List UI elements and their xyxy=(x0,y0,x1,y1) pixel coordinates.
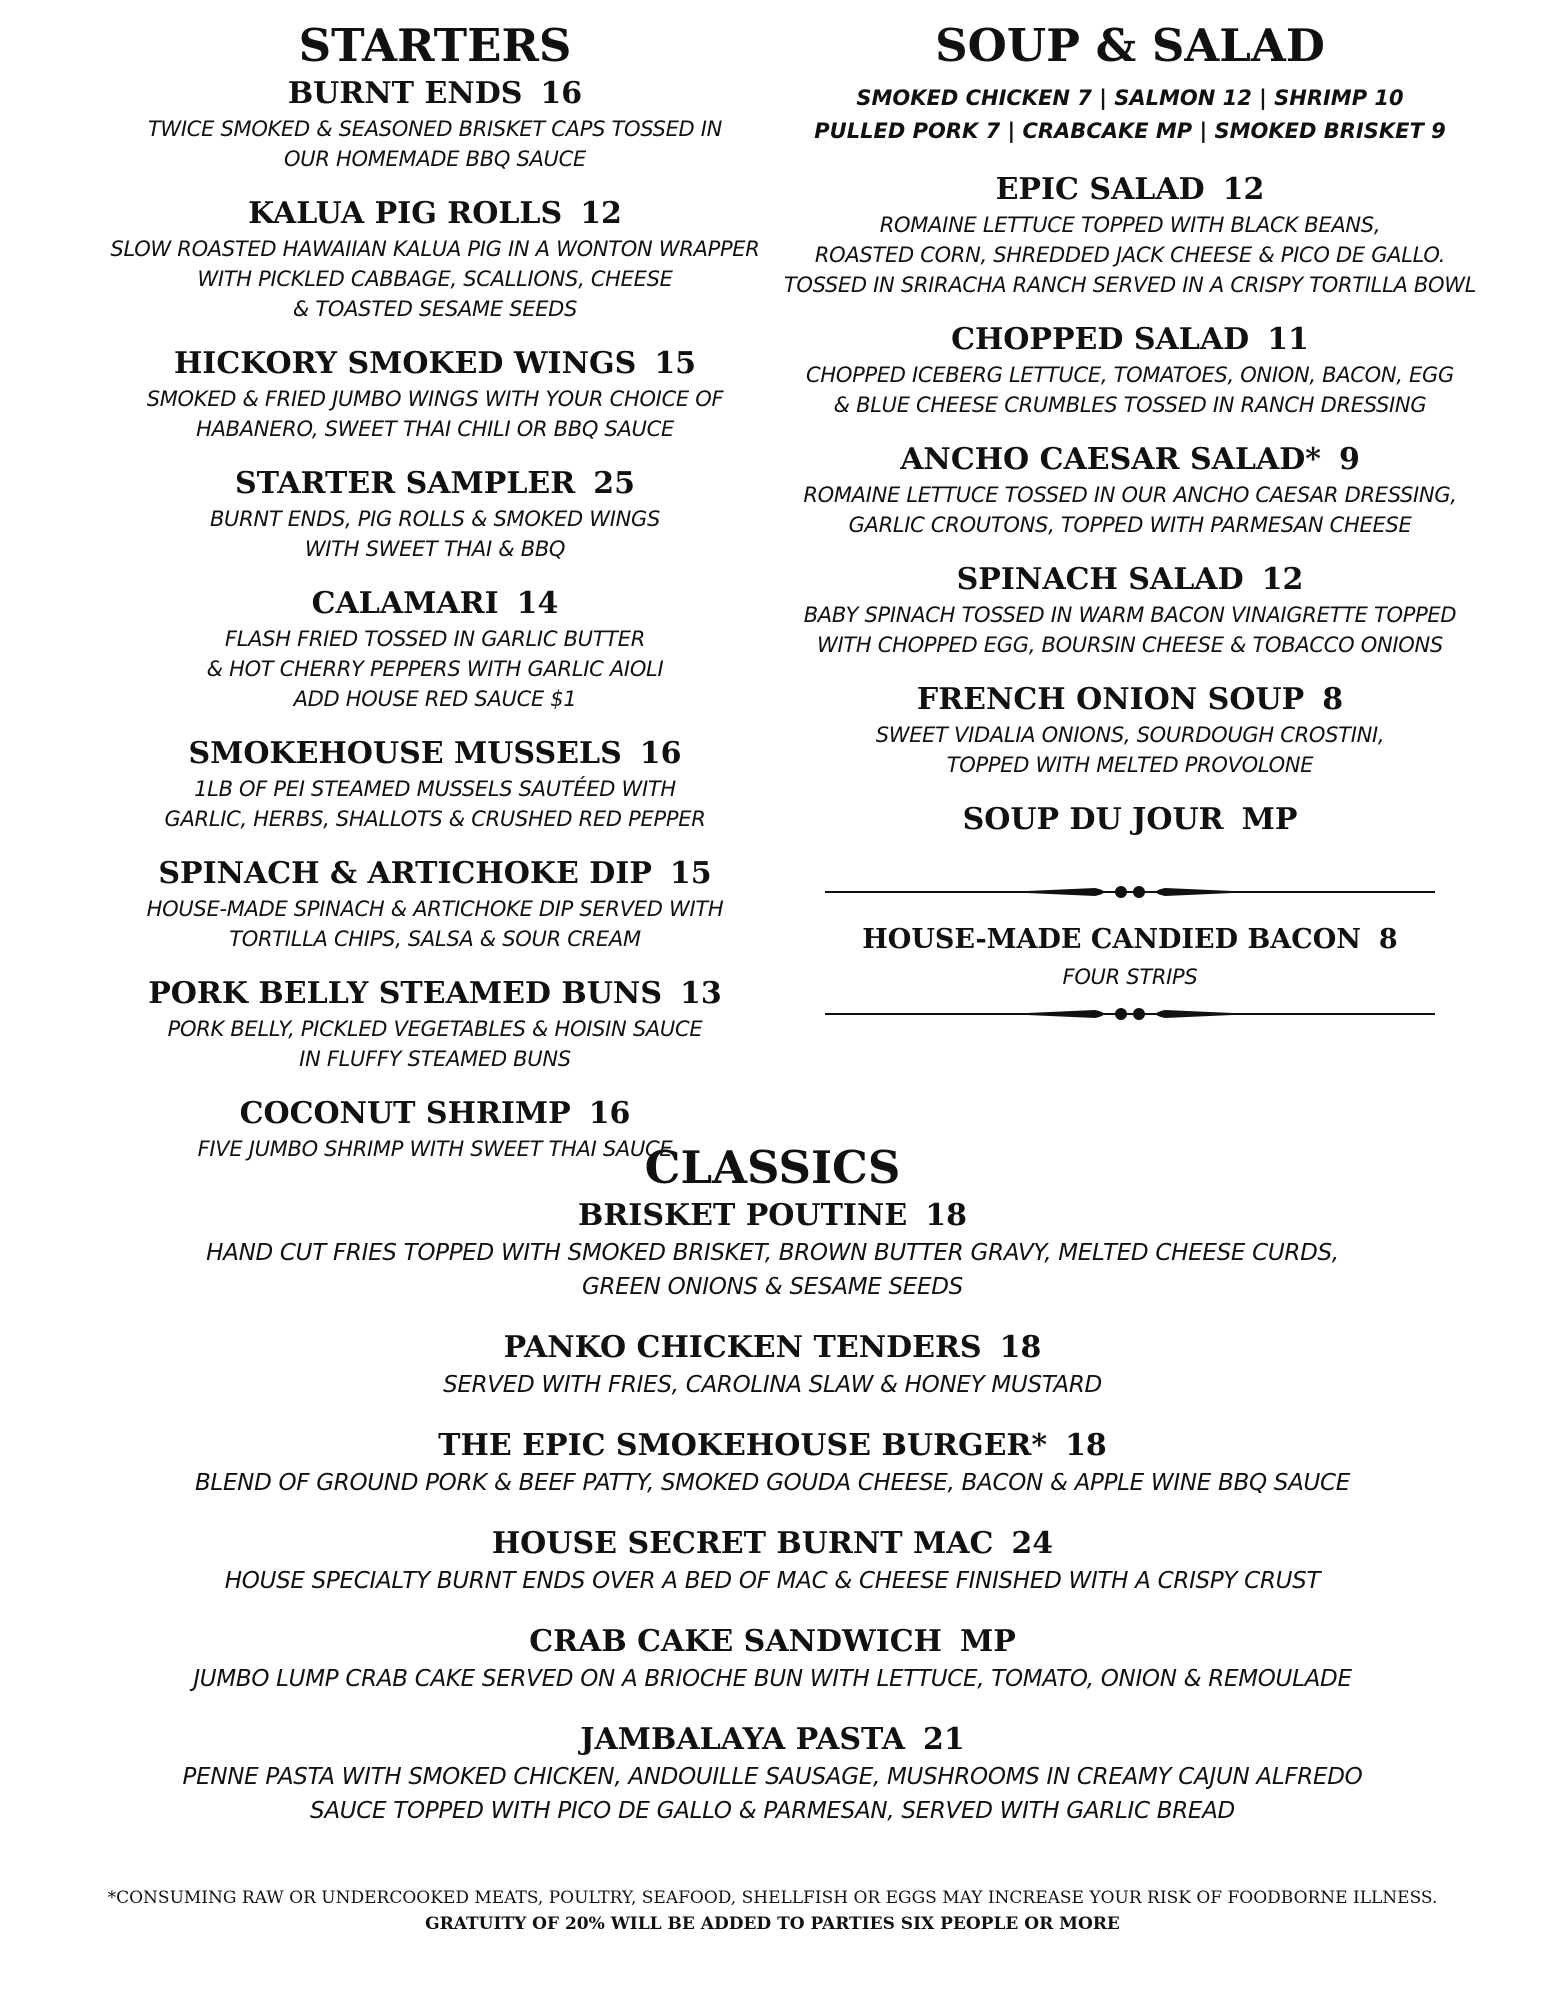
menu-item-name: PORK BELLY STEAMED BUNS xyxy=(148,976,662,1011)
bacon-item xyxy=(770,920,1490,992)
menu-item-description: ADD HOUSE RED SAUCE $1 xyxy=(293,687,577,711)
menu-item-heading xyxy=(90,194,780,234)
menu-item-heading xyxy=(40,1720,1505,1760)
bacon-price: 8 xyxy=(1378,924,1398,955)
menu-item-price: 18 xyxy=(1065,1428,1107,1463)
menu-item-description: HABANERO, SWEET THAI CHILI OR BBQ SAUCE xyxy=(196,417,674,441)
menu-item-heading xyxy=(90,344,780,384)
menu-item-description: SAUCE TOPPED WITH PICO DE GALLO & PARMESAN, SERVED WITH GARLIC BREAD xyxy=(310,1798,1235,1824)
menu-item-price: 18 xyxy=(999,1330,1042,1365)
menu-item-description: PENNE PASTA WITH SMOKED CHICKEN, ANDOUILLE SAUSAGE, MUSHROOMS IN CREAMY CAJUN ALFREDO xyxy=(182,1764,1363,1790)
menu-item-description: GREEN ONIONS & SESAME SEEDS xyxy=(582,1274,963,1300)
menu-item-description: HOUSE-MADE SPINACH & ARTICHOKE DIP SERVED WITH xyxy=(146,897,724,921)
menu-item-name: COCONUT SHRIMP xyxy=(239,1096,571,1131)
menu-item-calamari xyxy=(90,584,780,714)
menu-item-name: HOUSE SECRET BURNT MAC xyxy=(491,1526,994,1561)
menu-item-name: JAMBALAYA PASTA xyxy=(580,1722,905,1757)
menu-item-name: BURNT ENDS xyxy=(287,76,523,111)
menu-item-price: MP xyxy=(1241,802,1298,837)
menu-item-price: 16 xyxy=(540,76,583,111)
menu-item-price: 8 xyxy=(1322,682,1344,717)
menu-item-name: SPINACH SALAD xyxy=(956,562,1244,597)
addons-line-2: PULLED PORK 7 | CRABCAKE MP | SMOKED BRISKET 9 xyxy=(814,119,1446,143)
menu-item-name: CALAMARI xyxy=(311,586,499,621)
menu-item-heading xyxy=(40,1328,1505,1368)
menu-item-spinach-salad xyxy=(770,560,1490,660)
starters-list xyxy=(90,74,780,1164)
menu-item-description: ROMAINE LETTUCE TOPPED WITH BLACK BEANS, xyxy=(879,213,1381,237)
menu-item-ancho-caesar-salad xyxy=(770,440,1490,540)
classics-list xyxy=(40,1196,1505,1828)
bacon-desc: FOUR STRIPS xyxy=(1062,965,1198,989)
menu-item-price: 25 xyxy=(593,466,635,501)
menu-item-name: ANCHO CAESAR SALAD* xyxy=(900,442,1321,477)
menu-item-name: THE EPIC SMOKEHOUSE BURGER* xyxy=(438,1428,1048,1463)
menu-item-description: FLASH FRIED TOSSED IN GARLIC BUTTER xyxy=(224,627,646,651)
menu-item-description: WITH SWEET THAI & BBQ xyxy=(304,537,566,561)
menu-item-description: BURNT ENDS, PIG ROLLS & SMOKED WINGS xyxy=(209,507,661,531)
menu-item-description: SMOKED & FRIED JUMBO WINGS WITH YOUR CHOICE OF xyxy=(146,387,724,411)
ornamental-divider-icon xyxy=(825,1004,1435,1024)
menu-item-name: CHOPPED SALAD xyxy=(951,322,1250,357)
menu-item-heading xyxy=(770,560,1490,600)
bacon-name-text: HOUSE-MADE CANDIED BACON xyxy=(862,924,1361,955)
menu-item-description: PORK BELLY, PICKLED VEGETABLES & HOISIN SAUCE xyxy=(167,1017,703,1041)
menu-item-price: 15 xyxy=(654,346,697,381)
menu-item-description: SERVED WITH FRIES, CAROLINA SLAW & HONEY MUSTARD xyxy=(443,1372,1102,1398)
menu-item-name: SOUP DU JOUR xyxy=(962,802,1224,837)
menu-item-price: 11 xyxy=(1267,322,1309,357)
menu-item-heading xyxy=(90,464,780,504)
menu-item-chopped-salad xyxy=(770,320,1490,420)
menu-item-description: GARLIC CROUTONS, TOPPED WITH PARMESAN CHEESE xyxy=(848,513,1412,537)
menu-item-burnt-ends xyxy=(90,74,780,174)
menu-item-price: 12 xyxy=(580,196,622,231)
menu-item-description: ROASTED CORN, SHREDDED JACK CHEESE & PICO DE GALLO. xyxy=(814,243,1446,267)
menu-item-description: 1LB OF PEI STEAMED MUSSELS SAUTÉED WITH xyxy=(194,777,676,801)
classics-title: CLASSICS xyxy=(644,1141,901,1194)
menu-item-heading xyxy=(770,680,1490,720)
menu-item-name: HICKORY SMOKED WINGS xyxy=(173,346,637,381)
salad-addons xyxy=(770,82,1490,148)
menu-item-the-epic-smokehouse-burger xyxy=(40,1426,1505,1500)
menu-item-name: SMOKEHOUSE MUSSELS xyxy=(188,736,622,771)
menu-item-description: FIVE JUMBO SHRIMP WITH SWEET THAI SAUCE xyxy=(197,1137,673,1161)
menu-item-price: 14 xyxy=(516,586,559,621)
menu-item-name: CRAB CAKE SANDWICH xyxy=(529,1624,942,1659)
menu-item-french-onion-soup xyxy=(770,680,1490,780)
menu-item-description: SWEET VIDALIA ONIONS, SOURDOUGH CROSTINI, xyxy=(875,723,1385,747)
menu-item-heading xyxy=(770,320,1490,360)
menu-item-price: 16 xyxy=(639,736,682,771)
menu-item-spinach-artichoke-dip xyxy=(90,854,780,954)
menu-item-epic-salad xyxy=(770,170,1490,300)
addons-line-1: SMOKED CHICKEN 7 | SALMON 12 | SHRIMP 10 xyxy=(856,86,1404,110)
menu-item-description: & HOT CHERRY PEPPERS WITH GARLIC AIOLI xyxy=(206,657,664,681)
menu-item-description: WITH PICKLED CABBAGE, SCALLIONS, CHEESE xyxy=(197,267,673,291)
menu-item-heading xyxy=(90,854,780,894)
menu-item-panko-chicken-tenders xyxy=(40,1328,1505,1402)
menu-item-description: JUMBO LUMP CRAB CAKE SERVED ON A BRIOCHE BUN WITH LETTUCE, TOMATO, ONION & REMOULADE xyxy=(193,1666,1352,1692)
menu-item-price: 21 xyxy=(922,1722,965,1757)
menu-item-hickory-smoked-wings xyxy=(90,344,780,444)
menu-item-name: PANKO CHICKEN TENDERS xyxy=(503,1330,982,1365)
menu-item-description: BABY SPINACH TOSSED IN WARM BACON VINAIGRETTE TOPPED xyxy=(803,603,1457,627)
menu-item-heading xyxy=(40,1426,1505,1466)
ornamental-divider-icon xyxy=(825,882,1435,902)
bacon-feature xyxy=(770,882,1490,1024)
menu-item-name: SPINACH & ARTICHOKE DIP xyxy=(158,856,652,891)
menu-item-heading xyxy=(40,1524,1505,1564)
menu-item-description: HOUSE SPECIALTY BURNT ENDS OVER A BED OF MAC & CHEESE FINISHED WITH A CRISPY CRUST xyxy=(224,1568,1321,1594)
menu-item-price: 24 xyxy=(1011,1526,1054,1561)
menu-item-description: & BLUE CHEESE CRUMBLES TOSSED IN RANCH DRESSING xyxy=(833,393,1427,417)
menu-item-description: IN FLUFFY STEAMED BUNS xyxy=(299,1047,571,1071)
menu-item-price: 12 xyxy=(1222,172,1265,207)
menu-item-price: 18 xyxy=(925,1198,967,1233)
menu-item-starter-sampler xyxy=(90,464,780,564)
menu-item-soup-du-jour xyxy=(770,800,1490,840)
menu-item-heading xyxy=(90,584,780,624)
footer-line-2: GRATUITY OF 20% WILL BE ADDED TO PARTIES SIX PEOPLE OR MORE xyxy=(425,1914,1120,1934)
menu-item-brisket-poutine xyxy=(40,1196,1505,1304)
menu-item-name: FRENCH ONION SOUP xyxy=(916,682,1305,717)
menu-item-price: 9 xyxy=(1338,442,1360,477)
soup-salad-section xyxy=(770,18,1490,1024)
menu-item-description: WITH CHOPPED EGG, BOURSIN CHEESE & TOBACCO ONIONS xyxy=(817,633,1443,657)
menu-item-name: STARTER SAMPLER xyxy=(235,466,576,501)
menu-item-price: 15 xyxy=(669,856,712,891)
menu-item-heading xyxy=(770,800,1490,840)
menu-item-heading xyxy=(90,974,780,1014)
starters-section xyxy=(90,18,780,1184)
classics-section xyxy=(40,1140,1505,1852)
menu-item-name: KALUA PIG ROLLS xyxy=(248,196,563,231)
footer-line-1: *CONSUMING RAW OR UNDERCOOKED MEATS, POULTRY, SEAFOOD, SHELLFISH OR EGGS MAY INCREASE YOUR RISK OF FOODBORNE ILLNESS. xyxy=(107,1888,1438,1908)
menu-item-description: GARLIC, HERBS, SHALLOTS & CRUSHED RED PEPPER xyxy=(164,807,706,831)
menu-item-price: MP xyxy=(959,1624,1016,1659)
soup-salad-list xyxy=(770,170,1490,840)
menu-item-price: 13 xyxy=(680,976,722,1011)
menu-item-heading xyxy=(40,1196,1505,1236)
menu-item-price: 12 xyxy=(1261,562,1304,597)
menu-item-heading xyxy=(770,440,1490,480)
menu-item-price: 16 xyxy=(588,1096,631,1131)
starters-title: STARTERS xyxy=(298,19,572,72)
menu-item-description: SLOW ROASTED HAWAIIAN KALUA PIG IN A WONTON WRAPPER xyxy=(110,237,760,261)
menu-item-description: & TOASTED SESAME SEEDS xyxy=(292,297,578,321)
footer-disclaimer xyxy=(40,1885,1505,1937)
menu-item-heading xyxy=(40,1622,1505,1662)
menu-item-description: TWICE SMOKED & SEASONED BRISKET CAPS TOSSED IN xyxy=(147,117,723,141)
menu-item-crab-cake-sandwich xyxy=(40,1622,1505,1696)
menu-item-kalua-pig-rolls xyxy=(90,194,780,324)
menu-item-description: TOSSED IN SRIRACHA RANCH SERVED IN A CRISPY TORTILLA BOWL xyxy=(783,273,1477,297)
menu-item-description: BLEND OF GROUND PORK & BEEF PATTY, SMOKED GOUDA CHEESE, BACON & APPLE WINE BBQ SAUCE xyxy=(194,1470,1351,1496)
menu-item-description: OUR HOMEMADE BBQ SAUCE xyxy=(284,147,586,171)
menu-item-description: TOPPED WITH MELTED PROVOLONE xyxy=(946,753,1314,777)
menu-item-description: ROMAINE LETTUCE TOSSED IN OUR ANCHO CAESAR DRESSING, xyxy=(803,483,1457,507)
menu-item-heading xyxy=(90,1094,780,1134)
soup-salad-title: SOUP & SALAD xyxy=(935,19,1325,72)
menu-item-description: TORTILLA CHIPS, SALSA & SOUR CREAM xyxy=(229,927,641,951)
menu-item-jambalaya-pasta xyxy=(40,1720,1505,1828)
menu-item-pork-belly-steamed-buns xyxy=(90,974,780,1074)
menu-item-smokehouse-mussels xyxy=(90,734,780,834)
menu-item-name: BRISKET POUTINE xyxy=(578,1198,908,1233)
menu-item-description: HAND CUT FRIES TOPPED WITH SMOKED BRISKET, BROWN BUTTER GRAVY, MELTED CHEESE CURDS, xyxy=(206,1240,1339,1266)
menu-item-house-secret-burnt-mac xyxy=(40,1524,1505,1598)
menu-item-heading xyxy=(770,170,1490,210)
menu-item-description: CHOPPED ICEBERG LETTUCE, TOMATOES, ONION, BACON, EGG xyxy=(806,363,1454,387)
bacon-name xyxy=(770,920,1490,960)
menu-item-heading xyxy=(90,734,780,774)
menu-item-heading xyxy=(90,74,780,114)
menu-item-name: EPIC SALAD xyxy=(995,172,1205,207)
